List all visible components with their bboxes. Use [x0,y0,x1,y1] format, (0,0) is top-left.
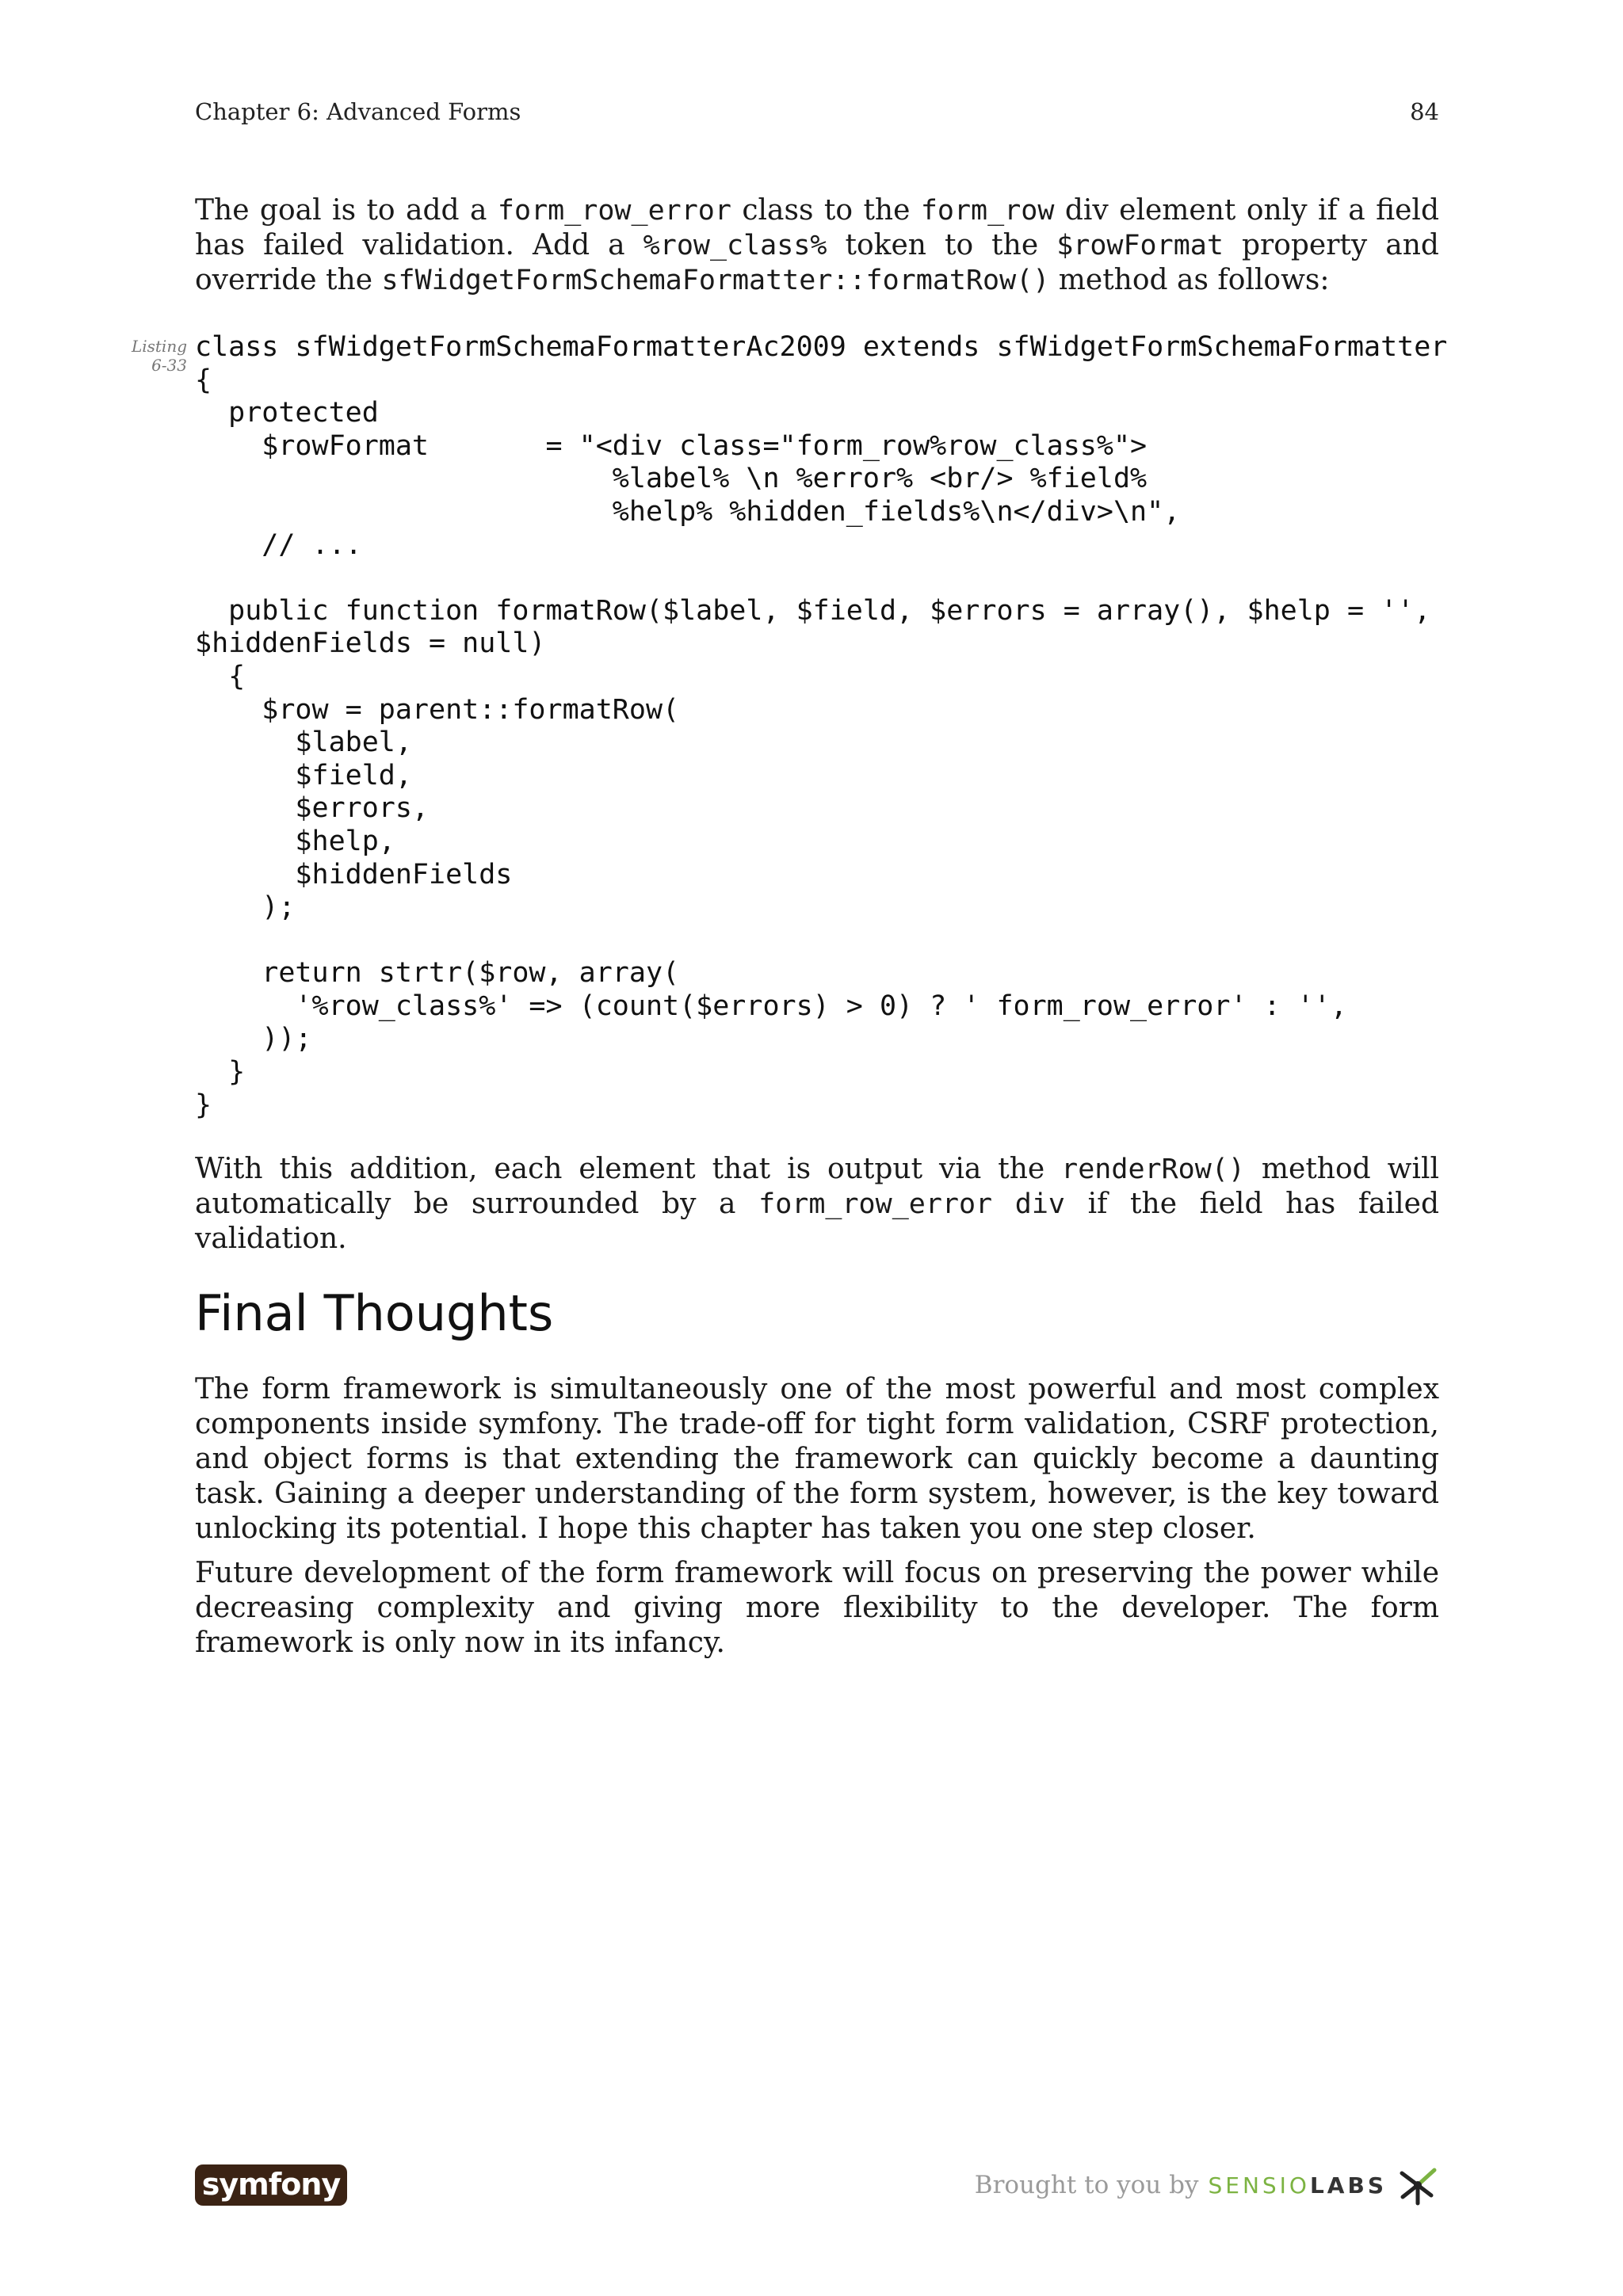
inline-code: renderRow() [1061,1154,1245,1185]
code-listing: class sfWidgetFormSchemaFormatterAc2009 extends sfWidgetFormSchemaFormatter { protected $rowFormat = "<div class="form_row%row_class%"> %label% \n %error% <br/> %field% %help% %hidden_fields%\n</div>\n", // ... public function formatRow($label, $field, $errors = array(), $help = '', $hiddenFields = null) { $row = parent::formatRow( $label, $field, $errors, $help, $hiddenFields ); return strtr($row, array( '%row_class%' => (count($errors) > 0) ? ' form_row_error' : '', )); } } [195,331,1448,1121]
chapter-title: Chapter 6: Advanced Forms [195,98,521,125]
credit-text: Brought to you by [974,2171,1199,2199]
running-header [195,98,1439,125]
inline-code: $rowFormat [1056,230,1224,261]
after-listing-paragraph: With this addition, each element that is output via the renderRow() method will automatically be surrounded by a form_row_error div if the field has failed validation. [195,1153,1440,1255]
sensiolabs-brand: SENSIOLABS [1208,2172,1387,2199]
section-paragraph-2: Future development of the form framework will focus on preserving the power while decreasing complexity and giving more flexibility to the developer. The form framework is only now in its infancy. [195,1557,1439,1659]
symfony-logo: symfony [195,2164,347,2206]
inline-code: form_row [920,195,1055,227]
section-title: Final Thoughts [195,1284,554,1342]
footer-credit [975,2163,1439,2207]
inline-code: sfWidgetFormSchemaFormatter::formatRow() [381,265,1050,296]
listing-label: Listing 6-33 [131,337,187,375]
inline-code: form_row_error [758,1188,993,1220]
sensiolabs-icon [1396,2164,1439,2206]
intro-paragraph: The goal is to add a form_row_error class to the form_row div element only if a field has failed validation. Add a %row_class% token to the $rowFormat property and override the sfWidgetFormSchemaFormatter::formatRow() method as follows: [195,194,1439,296]
page-number: 84 [1410,98,1439,125]
inline-code: %row_class% [643,230,827,261]
document-page [131,0,1448,2296]
inline-code: div [1014,1188,1065,1220]
section-paragraph-1: The form framework is simultaneously one of the most powerful and most complex components inside symfony. The trade-off for tight form validation, CSRF protection, and object forms is that extending the framework can quickly become a daunting task. Gaining a deeper understanding of the form system, however, is the key toward unlocking its potential. I hope this chapter has taken you one step closer. [195,1373,1439,1545]
inline-code: form_row_error [497,195,731,227]
